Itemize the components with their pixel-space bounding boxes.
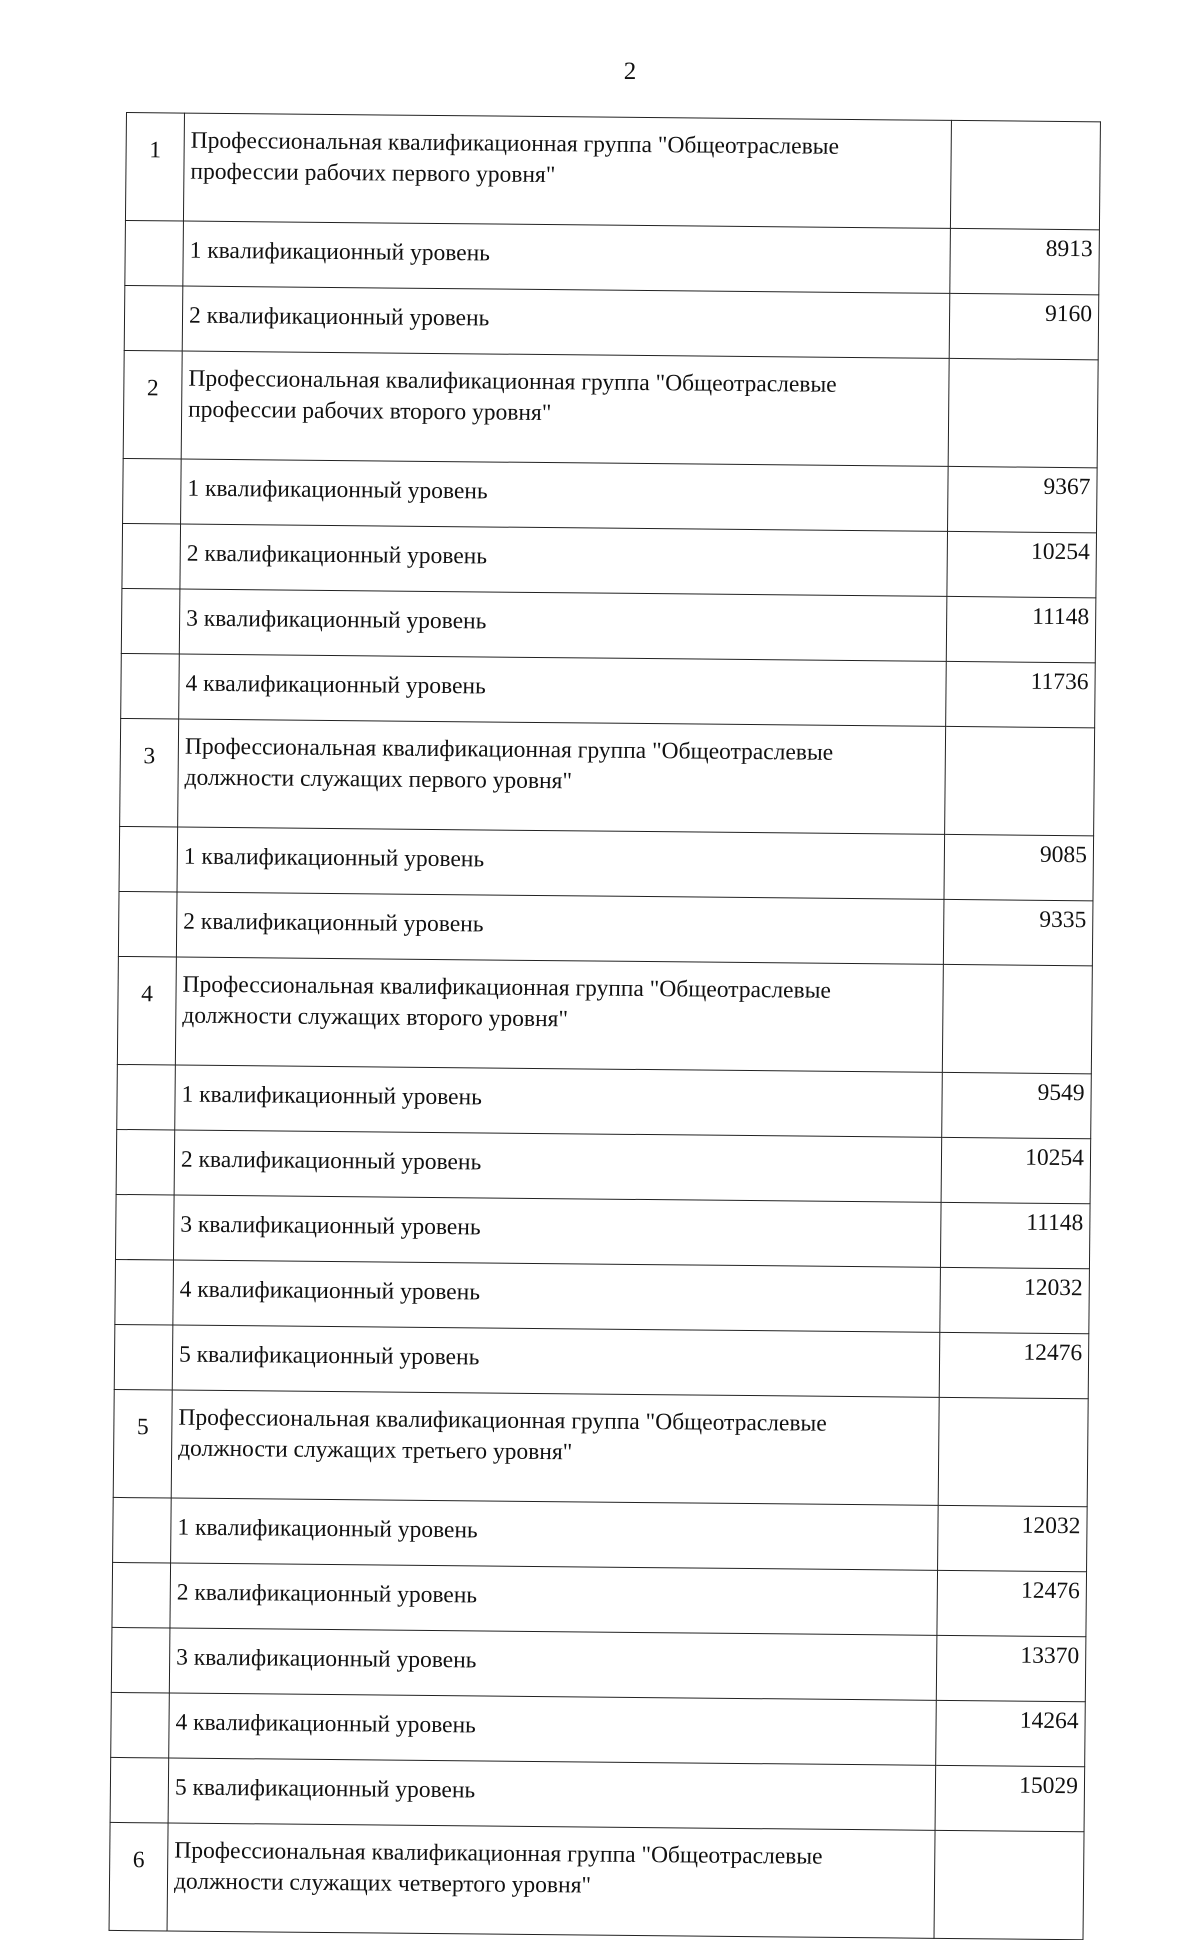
- row-number: [111, 1627, 170, 1693]
- level-row: [115, 1194, 1090, 1268]
- group-row: [123, 350, 1098, 467]
- row-value: 14264: [936, 1700, 1086, 1766]
- row-name: 4 квалификационный уровень: [169, 1693, 937, 1765]
- level-row: [113, 1497, 1088, 1571]
- row-name: Профессиональная квалификационная группа "Общеотраслевые должности служащих второго уровня": [175, 957, 943, 1072]
- row-value: 12476: [937, 1570, 1087, 1636]
- row-value: [938, 1397, 1088, 1506]
- level-row: [124, 285, 1099, 359]
- level-row: [117, 1064, 1092, 1138]
- row-number: [110, 1757, 169, 1823]
- row-number: [116, 1129, 175, 1195]
- row-name: 3 квалификационный уровень: [169, 1628, 937, 1700]
- row-number: [118, 891, 177, 957]
- group-row: [109, 1822, 1084, 1939]
- row-name: 2 квалификационный уровень: [182, 286, 950, 358]
- row-name: 2 квалификационный уровень: [176, 892, 944, 964]
- row-value: 12032: [940, 1267, 1090, 1333]
- salary-table-body: [109, 113, 1100, 1940]
- level-row: [121, 588, 1096, 662]
- row-number: [115, 1194, 174, 1260]
- level-row: [111, 1627, 1086, 1701]
- group-row: [120, 718, 1095, 835]
- level-row: [118, 891, 1093, 965]
- row-value: 13370: [936, 1635, 1086, 1701]
- row-number: [122, 523, 181, 589]
- row-number: [119, 826, 178, 892]
- row-number: [124, 285, 183, 351]
- row-number: [123, 458, 182, 524]
- salary-table: [109, 112, 1101, 1940]
- row-value: 9085: [944, 834, 1094, 900]
- row-number: [117, 1064, 176, 1130]
- row-name: 1 квалификационный уровень: [175, 1065, 943, 1137]
- row-value: [934, 1830, 1084, 1939]
- row-name: 4 квалификационный уровень: [173, 1260, 941, 1332]
- row-value: 11148: [940, 1202, 1090, 1268]
- row-value: 9160: [949, 293, 1099, 359]
- level-row: [110, 1757, 1085, 1831]
- row-value: 9549: [942, 1072, 1092, 1138]
- level-row: [111, 1692, 1086, 1766]
- row-value: [950, 120, 1100, 229]
- row-number: 4: [117, 956, 176, 1065]
- row-value: 10254: [941, 1137, 1091, 1203]
- row-value: 11736: [946, 661, 1096, 727]
- page-number: 2: [623, 58, 637, 85]
- level-row: [125, 220, 1100, 294]
- row-number: [111, 1692, 170, 1758]
- row-name: 1 квалификационный уровень: [181, 459, 949, 531]
- level-row: [122, 523, 1097, 597]
- row-name: 1 квалификационный уровень: [177, 827, 945, 899]
- row-number: [114, 1324, 173, 1390]
- level-row: [123, 458, 1098, 532]
- row-name: 2 квалификационный уровень: [174, 1130, 942, 1202]
- level-row: [121, 653, 1096, 727]
- row-number: [125, 220, 184, 286]
- row-value: [948, 358, 1098, 467]
- row-name: 2 квалификационный уровень: [170, 1563, 938, 1635]
- row-number: [112, 1562, 171, 1628]
- row-name: 1 квалификационный уровень: [171, 1498, 939, 1570]
- row-number: [121, 653, 180, 719]
- row-value: 8913: [950, 228, 1100, 294]
- row-value: 15029: [935, 1765, 1085, 1831]
- row-value: [942, 964, 1092, 1073]
- row-name: Профессиональная квалификационная группа "Общеотраслевые профессии рабочих первого уровня": [183, 113, 951, 228]
- row-name: 1 квалификационный уровень: [183, 221, 951, 293]
- row-value: 10254: [947, 531, 1097, 597]
- row-name: 3 квалификационный уровень: [173, 1195, 941, 1267]
- row-name: Профессиональная квалификационная группа "Общеотраслевые должности служащих третьего уровня": [171, 1390, 939, 1505]
- row-number: 1: [125, 113, 184, 222]
- row-value: 12032: [938, 1505, 1088, 1571]
- group-row: [113, 1389, 1088, 1506]
- row-name: 2 квалификационный уровень: [180, 524, 948, 596]
- row-name: 5 квалификационный уровень: [172, 1325, 940, 1397]
- row-name: Профессиональная квалификационная группа "Общеотраслевые профессии рабочих второго уровня": [181, 351, 949, 466]
- salary-table-sheet: [109, 112, 1100, 1940]
- row-name: Профессиональная квалификационная группа "Общеотраслевые должности служащих четвертого уровня": [167, 1823, 935, 1938]
- row-number: 5: [113, 1389, 172, 1498]
- level-row: [119, 826, 1094, 900]
- row-number: 6: [109, 1822, 168, 1931]
- row-value: 11148: [946, 596, 1096, 662]
- row-value: 9367: [948, 466, 1098, 532]
- row-name: 3 квалификационный уровень: [179, 589, 947, 661]
- level-row: [112, 1562, 1087, 1636]
- level-row: [115, 1259, 1090, 1333]
- group-row: [117, 956, 1092, 1073]
- row-name: Профессиональная квалификационная группа "Общеотраслевые должности служащих первого уровня": [178, 719, 946, 834]
- row-number: 3: [120, 718, 179, 827]
- row-name: 5 квалификационный уровень: [168, 1758, 936, 1830]
- level-row: [114, 1324, 1089, 1398]
- row-number: [121, 588, 180, 654]
- row-number: [113, 1497, 172, 1563]
- row-value: 12476: [939, 1332, 1089, 1398]
- group-row: [125, 113, 1100, 230]
- row-number: [115, 1259, 174, 1325]
- row-value: 9335: [943, 899, 1093, 965]
- row-value: [945, 726, 1095, 835]
- row-number: 2: [123, 350, 182, 459]
- row-name: 4 квалификационный уровень: [179, 654, 947, 726]
- level-row: [116, 1129, 1091, 1203]
